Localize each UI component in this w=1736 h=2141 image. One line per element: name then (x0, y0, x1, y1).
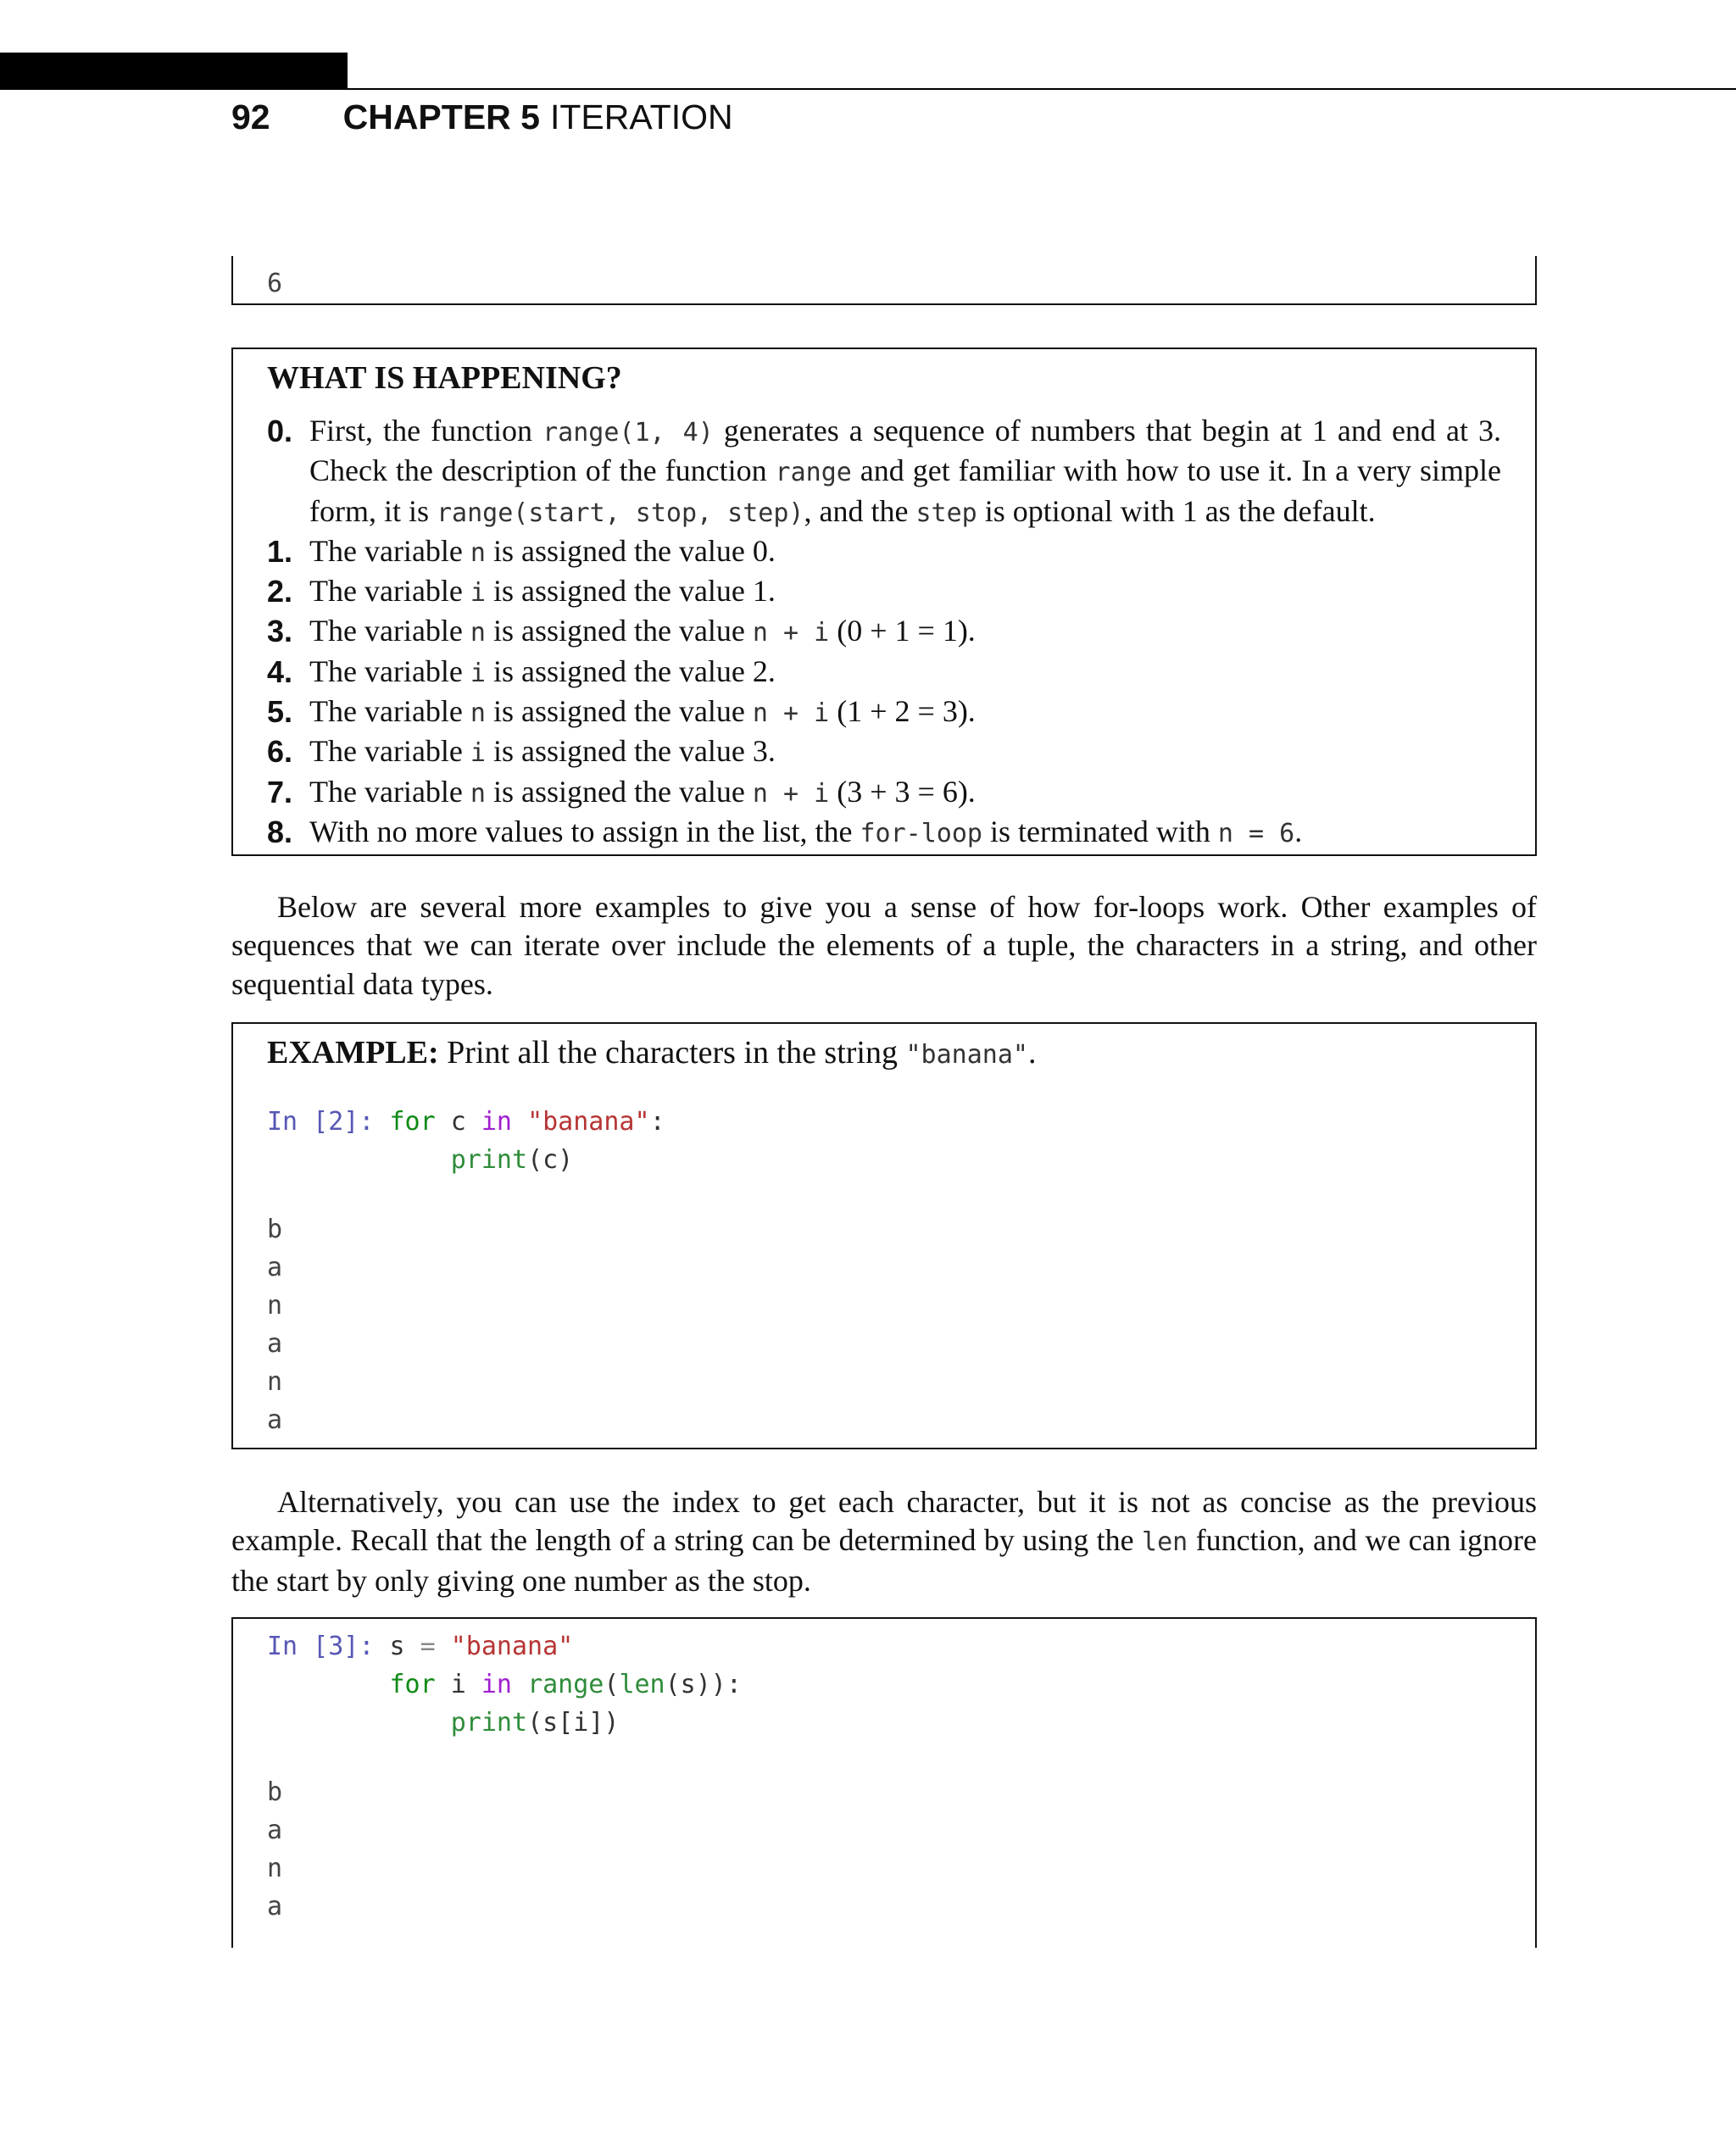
step-list (267, 412, 1501, 853)
inline-code: n + i (752, 618, 830, 648)
output-line: a (267, 1816, 283, 1845)
inline-code: step (915, 498, 977, 528)
code-cell (267, 1627, 1501, 1742)
inline-code: range (775, 458, 852, 488)
step-item (267, 773, 1501, 813)
step-text: The variable i is assigned the value 1. (309, 574, 776, 609)
step-text: The variable n is assigned the value n + i (1 + 2 = 3). (309, 694, 976, 729)
inline-code: for-loop (860, 818, 982, 848)
step-text: The variable n is assigned the value n + i (0 + 1 = 1). (309, 614, 976, 648)
code-box (231, 1617, 1537, 1948)
output-box-continued (231, 256, 1537, 305)
code-cell (267, 1103, 1501, 1179)
output-line: b (267, 1215, 283, 1244)
cell-prompt: In [3]: (267, 1632, 375, 1661)
inline-code: "banana" (905, 1040, 1028, 1070)
page-number: 92 (231, 97, 270, 136)
code-line: print(s[i]) (450, 1708, 620, 1738)
step-number: 7. (267, 774, 293, 809)
box-title: WHAT IS HAPPENING? (267, 360, 622, 396)
step-item (267, 732, 1501, 772)
inline-code: n (470, 778, 486, 809)
step-text: The variable n is assigned the value n + i (3 + 3 = 6). (309, 774, 976, 809)
chapter-title: ITERATION (549, 97, 733, 136)
inline-code: n = 6 (1217, 818, 1295, 848)
inline-code: range(1, 4) (542, 418, 714, 448)
inline-code: i (470, 578, 486, 609)
what-is-happening-box (231, 348, 1537, 856)
example-box (231, 1022, 1537, 1449)
step-item (267, 692, 1501, 732)
output-line: a (267, 1253, 283, 1282)
step-item (267, 813, 1501, 853)
body-paragraph: Alternatively, you can use the index to get each character, but it is not as concise as the previous example. Recall that the length of a string can be determined by using the len function, and we can ignore the start by only giving one number as the stop. (231, 1485, 1537, 1598)
step-text: With no more values to assign in the list, the for-loop is terminated with n = 6. (309, 814, 1303, 848)
step-item (267, 653, 1501, 692)
code-line: print(c) (450, 1145, 574, 1175)
header-bar (0, 53, 348, 90)
step-number: 4. (267, 653, 293, 689)
output-line: a (267, 1892, 283, 1921)
step-number: 8. (267, 814, 293, 849)
step-number: 1. (267, 533, 293, 569)
code-line: In [3]: s = "banana" (267, 1632, 574, 1661)
body-paragraph: Below are several more examples to give you a sense of how for-loops work. Other examples of sequences that we can iterate over include the elements of a tuple, the characters in a string, and other sequential data types. (231, 890, 1537, 1001)
step-number: 5. (267, 694, 293, 730)
inline-code: range(start, stop, step) (437, 498, 804, 528)
output-line: n (267, 1854, 283, 1883)
output-line: b (267, 1777, 283, 1807)
cell-output (267, 1210, 1501, 1439)
step-number: 0. (267, 414, 293, 448)
step-text: The variable i is assigned the value 2. (309, 653, 776, 688)
output-line: a (267, 1329, 283, 1359)
inline-code: n + i (752, 778, 830, 809)
example-title: EXAMPLE: Print all the characters in the string "banana". (267, 1035, 1037, 1070)
inline-code: n (470, 537, 486, 568)
output-line: a (267, 1405, 283, 1435)
step-text: The variable i is assigned the value 3. (309, 734, 776, 769)
step-text: First, the function range(1, 4) generates a sequence of numbers that begin at 1 and end at 3. Check the description of the function range and get familiar with how to use it. In a very simple form, it is range(start, stop, step), and the step is optional with 1 as the default. (309, 414, 1501, 528)
cell-output (267, 1773, 1501, 1926)
output-line: n (267, 1291, 283, 1321)
inline-code: n (470, 698, 486, 729)
step-text: The variable n is assigned the value 0. (309, 533, 776, 568)
cell-prompt: In [2]: (267, 1107, 375, 1137)
chapter-label: CHAPTER 5 (342, 97, 540, 136)
inline-code: n (470, 618, 486, 648)
output-line: n (267, 1367, 283, 1397)
step-number: 2. (267, 574, 293, 609)
running-header (231, 95, 733, 139)
step-item (267, 612, 1501, 652)
inline-code: len (1142, 1527, 1188, 1558)
code-line: In [2]: for c in "banana": (267, 1107, 665, 1137)
step-item (267, 412, 1501, 532)
step-item (267, 572, 1501, 612)
inline-code: i (470, 738, 486, 769)
step-number: 3. (267, 614, 293, 649)
inline-code: n + i (752, 698, 830, 729)
output-line: 6 (267, 269, 283, 298)
example-label: EXAMPLE: (267, 1035, 439, 1070)
inline-code: i (470, 658, 486, 688)
header-rule (348, 88, 1736, 90)
step-number: 6. (267, 734, 293, 770)
step-item (267, 532, 1501, 572)
code-line: for i in range(len(s)): (389, 1670, 742, 1699)
